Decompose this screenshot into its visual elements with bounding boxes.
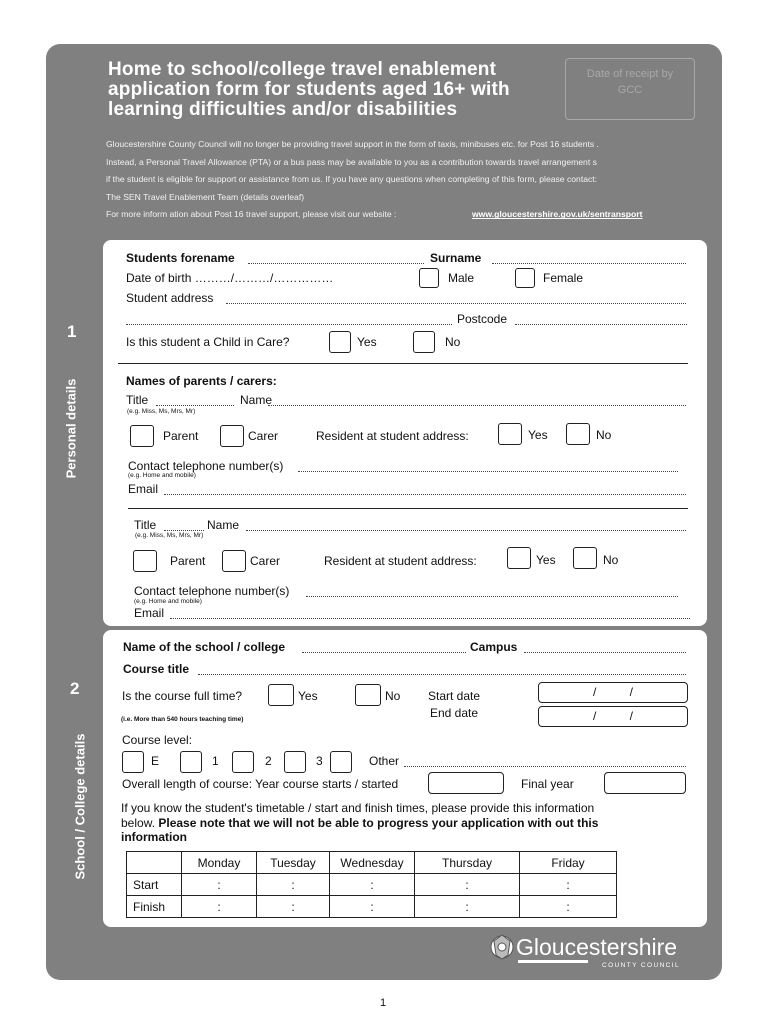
level-1-checkbox[interactable] (180, 751, 202, 773)
section2-label: School / College details (72, 733, 88, 880)
level-other-input[interactable] (404, 766, 686, 767)
section1-number: 1 (67, 322, 77, 341)
parent1-name-input[interactable] (268, 405, 686, 406)
full-time-no-checkbox[interactable] (355, 684, 381, 706)
parent2-title-hint: (e.g. Miss, Ms, Mrs, Mr) (135, 532, 204, 539)
child-in-care-label: Is this student a Child in Care? (126, 335, 290, 349)
start-date-input[interactable]: / / (538, 682, 688, 703)
timetable (126, 851, 617, 918)
timetable-cell[interactable]: : (182, 896, 257, 918)
parent1-title-input[interactable] (156, 405, 234, 406)
parent2-resident-label: Resident at student address: (324, 554, 477, 568)
parent2-phone-input[interactable] (306, 596, 678, 597)
course-title-label: Course title (123, 662, 190, 676)
child-in-care-yes-checkbox[interactable] (329, 331, 351, 353)
level-2-label: 2 (265, 754, 272, 768)
full-time-yes-label: Yes (298, 689, 318, 703)
child-in-care-no-label: No (445, 335, 461, 349)
parent2-parent-label: Parent (170, 554, 206, 568)
parent2-name-label: Name (207, 518, 240, 532)
parent1-phone-hint: (e.g. Home and mobile) (128, 472, 196, 479)
parent2-resident-no-checkbox[interactable] (573, 547, 597, 569)
timetable-row-finish (127, 896, 617, 918)
level-1-label: 1 (212, 754, 219, 768)
parent1-carer-checkbox[interactable] (220, 425, 244, 447)
level-other-label: Other (369, 754, 400, 768)
school-label: Name of the school / college (123, 640, 286, 654)
level-e-checkbox[interactable] (122, 751, 144, 773)
timetable-note: If you know the student's timetable / start and finish times, please provide this information (121, 801, 595, 815)
level-e-label: E (151, 754, 160, 768)
full-time-label: Is the course full time? (122, 689, 243, 703)
level-3-label: 3 (316, 754, 323, 768)
surname-input[interactable] (492, 263, 686, 264)
timetable-cell[interactable]: : (415, 896, 520, 918)
full-time-no-label: No (385, 689, 401, 703)
timetable-note-2: below. Please note that we will not be able to progress your application with out this (121, 816, 599, 830)
surname-label: Surname (430, 251, 482, 265)
parent1-title-hint: (e.g. Miss, Ms, Mrs, Mr) (127, 408, 196, 415)
final-year-input[interactable] (604, 772, 686, 794)
divider (118, 363, 688, 364)
timetable-cell[interactable]: : (330, 874, 415, 896)
course-length-label: Overall length of course: Year course starts / started (122, 777, 399, 791)
parent2-parent-checkbox[interactable] (133, 550, 157, 572)
dob-field[interactable]: Date of birth ………/………/…………… (126, 271, 334, 285)
logo-wordmark: Gloucestershire (516, 934, 678, 960)
male-checkbox[interactable] (419, 268, 439, 288)
end-date-label: End date (430, 706, 479, 720)
timetable-corner (127, 852, 182, 874)
timetable-cell[interactable]: : (257, 896, 330, 918)
level-other-checkbox[interactable] (330, 751, 352, 773)
female-checkbox[interactable] (515, 268, 535, 288)
parent1-name-label: Name (240, 393, 273, 407)
parent2-title-input[interactable] (164, 530, 204, 531)
address-input-line1[interactable] (226, 303, 686, 304)
section2-number: 2 (70, 679, 80, 698)
female-label: Female (543, 271, 584, 285)
timetable-header-tuesday: Tuesday (257, 852, 330, 874)
parent1-email-label: Email (128, 482, 159, 496)
parent1-title-label: Title (126, 393, 149, 407)
parent2-carer-label: Carer (250, 554, 281, 568)
section1-label: Personal details (63, 378, 79, 479)
parent2-resident-yes-checkbox[interactable] (507, 547, 531, 569)
parent1-phone-label: Contact telephone number(s) (128, 459, 284, 473)
parent1-phone-input[interactable] (298, 471, 678, 472)
timetable-cell[interactable]: : (257, 874, 330, 896)
address-input-line2[interactable] (126, 324, 452, 325)
parent2-email-input[interactable] (170, 618, 690, 619)
timetable-row-start (127, 874, 617, 896)
parent1-resident-yes-label: Yes (528, 428, 548, 442)
timetable-row-label: Finish (127, 896, 182, 918)
council-logo (486, 931, 706, 980)
divider (128, 508, 688, 509)
timetable-cell[interactable]: : (415, 874, 520, 896)
campus-label: Campus (470, 640, 518, 654)
timetable-header-wednesday: Wednesday (330, 852, 415, 874)
level-2-checkbox[interactable] (232, 751, 254, 773)
school-input[interactable] (302, 652, 466, 653)
parent2-phone-hint: (e.g. Home and mobile) (134, 598, 202, 605)
parent2-phone-label: Contact telephone number(s) (134, 584, 290, 598)
timetable-header-thursday: Thursday (415, 852, 520, 874)
course-level-label: Course level: (122, 733, 193, 747)
parent1-resident-yes-checkbox[interactable] (498, 423, 522, 445)
male-label: Male (448, 271, 475, 285)
year-start-input[interactable] (428, 772, 504, 794)
parent1-resident-no-label: No (596, 428, 612, 442)
parent2-carer-checkbox[interactable] (222, 550, 246, 572)
start-date-label: Start date (428, 689, 481, 703)
campus-input[interactable] (524, 652, 686, 653)
timetable-header-friday: Friday (520, 852, 617, 874)
website-link[interactable]: www.gloucestershire.gov.uk/sentransport (472, 209, 643, 220)
level-3-checkbox[interactable] (284, 751, 306, 773)
timetable-cell[interactable]: : (520, 874, 617, 896)
timetable-cell[interactable]: : (520, 896, 617, 918)
timetable-row-label: Start (127, 874, 182, 896)
parent1-resident-label: Resident at student address: (316, 429, 469, 443)
parent1-parent-label: Parent (163, 429, 199, 443)
end-date-input[interactable]: / / (538, 706, 688, 727)
parent2-name-input[interactable] (246, 530, 686, 531)
timetable-header-monday: Monday (182, 852, 257, 874)
parents-heading: Names of parents / carers: (126, 374, 277, 388)
parent2-resident-no-label: No (603, 553, 619, 567)
parent2-email-label: Email (134, 606, 165, 620)
full-time-yes-checkbox[interactable] (268, 684, 294, 706)
parent1-email-input[interactable] (164, 494, 686, 495)
timetable-cell[interactable]: : (330, 896, 415, 918)
final-year-label: Final year (521, 777, 574, 791)
parent1-resident-no-checkbox[interactable] (566, 423, 590, 445)
parent2-resident-yes-label: Yes (536, 553, 556, 567)
timetable-cell[interactable]: : (182, 874, 257, 896)
postcode-label: Postcode (457, 312, 508, 326)
forename-label: Students forename (126, 251, 235, 265)
form-title: Home to school/college travel enablement application form for students aged 16+ with learning difficulties and/or disabilities (108, 59, 510, 120)
parent2-title-label: Title (134, 518, 157, 532)
crest-icon (491, 935, 513, 959)
parent1-parent-checkbox[interactable] (130, 425, 154, 447)
timetable-note-3: information (121, 830, 187, 844)
postcode-input[interactable] (515, 324, 687, 325)
timetable-header-row (127, 852, 617, 874)
address-label: Student address (126, 291, 214, 305)
intro-text: Gloucestershire County Council will no longer be providing travel support in the form of taxis, minibuses etc. for Post 16 students . Instead, a Personal Travel Allowance (PTA) or a bus pass may be available to you as a contribution towards travel arrangement s if the student is eligible for support or assistance from us. If you have any questions when completing of this form, please contact: The SEN Travel Enablement Team (details overleaf) For more inform ation about Post 16 travel support, please visit our website : www.gloucestershire.gov.uk/sentransport (106, 136, 710, 224)
child-in-care-no-checkbox[interactable] (413, 331, 435, 353)
receipt-date-box: Date of receipt by GCC (565, 58, 695, 120)
page-number: 1 (380, 997, 387, 1009)
parent1-carer-label: Carer (248, 429, 279, 443)
course-title-input[interactable] (198, 674, 686, 675)
logo-subtitle: COUNTY COUNCIL (602, 962, 680, 969)
forename-input[interactable] (248, 263, 424, 264)
child-in-care-yes-label: Yes (357, 335, 377, 349)
full-time-hint: (i.e. More than 540 hours teaching time) (121, 716, 244, 723)
